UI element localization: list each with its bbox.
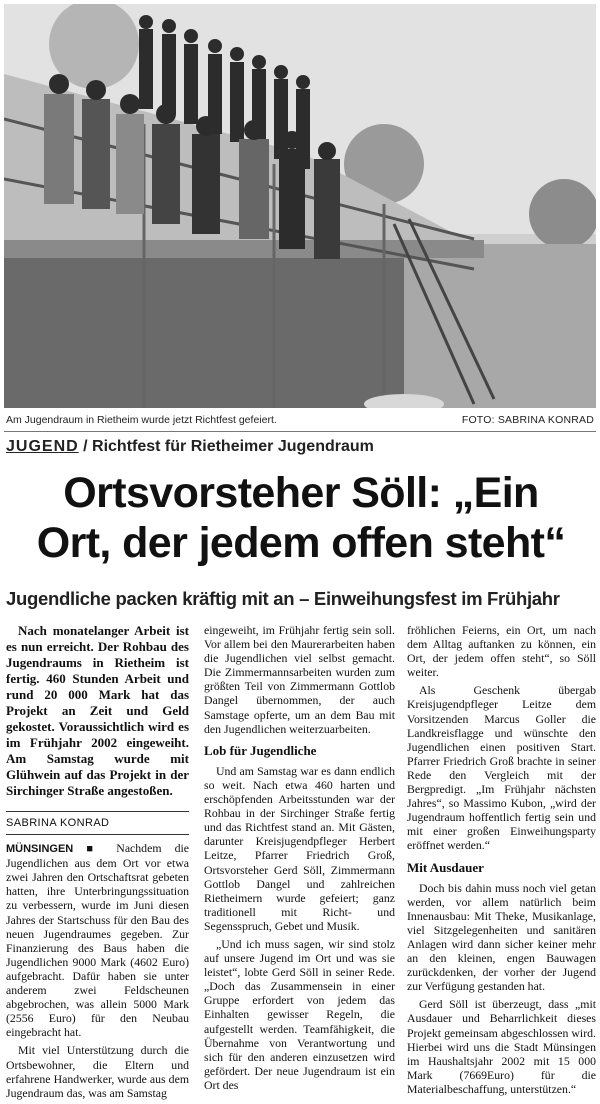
subheadline: Jugendliche packen kräftig mit an – Einweihungsfest im Frühjahr (6, 588, 560, 609)
kicker (6, 438, 374, 456)
headline-line-2: Ort, der jedem offen steht“ (36, 519, 566, 567)
body-paragraph: Und am Samstag war es dann endlich so weit. Nach etwa 460 harten und erschöpfenden Arbeitsstunden war der Rohbau in der Sirchinger Straße fertig und das Richtfest stand an. Mit Gästen, darunter Kreisjugendpfleger Herbert Leitze, Pfarrer Friedrich Groß, Ortsvorsteher Gerd Söll, Zimmermann Gottlob Dangel und zahlreichen Rietheimern wurde gefeiert; ganz traditionell mit Richt- und Segensspruch, Gebet und Musik. (204, 763, 395, 933)
kicker-separator: / (78, 438, 93, 455)
author-byline: SABRINA KONRAD (6, 811, 189, 830)
section-heading: Mit Ausdauer (407, 859, 484, 875)
caption-text: Am Jugendraum in Rietheim wurde jetzt Richtfest gefeiert. (6, 414, 277, 426)
article-photo (4, 4, 596, 408)
body-text: Nachdem die Jugendlichen aus dem Ort vor etwa zwei Jahren den Ortschaftsrat gebeten hatten, ihre Unterbringungssituation zu verbessern, wurde im Juni diesen Jahres der Startschuss für den Bau des neuen Jugendraumes gegeben. Zur Finanzierung des Baus haben die Jugendlichen 9000 Mark (4602 Euro) aufgebracht. Dafür haben sie unter anderem zwei Feldscheunen abgebrochen, was allein 5000 Mark (2556 Euro) für den Neubau eingebracht hat. (6, 841, 189, 1040)
section-heading: Lob für Jugendliche (204, 742, 317, 758)
column-2 (204, 623, 395, 1096)
dateline: MÜNSINGEN ■ (6, 843, 104, 856)
kicker-tag: JUGEND (6, 438, 79, 455)
headline (6, 468, 596, 568)
body-paragraph: Als Geschenk übergab Kreisjugendpfleger Leitze dem Vorsitzenden Marcus Goller die Landkreisflagge und wünschte den Jugendlichen einen positiven Start. Pfarrer Friedrich Groß brachte in seiner Rede den Vergleich mit der Bergpredigt. „Im Frühjahr nächsten Jahres“, so Massimo Kubon, „wird der Jugendraum hoffentlich fertig sein und mit einer großen Einweihungsparty eröffnet werden.“ (407, 683, 596, 853)
column-3 (407, 623, 596, 1100)
divider (4, 431, 596, 432)
photo-credit: FOTO: SABRINA KONRAD (461, 414, 594, 426)
body-paragraph (6, 841, 189, 1039)
column-1 (6, 623, 189, 1104)
lead-paragraph: Nach monatelanger Arbeit ist es nun erreicht. Der Rohbau des Jugendraums in Rietheim ist fertig. 460 Stunden Arbeit und rund 20 000 Mark hat das Projekt an Zeit und Geld gekostet. Voraussichtlich wird es im Frühjahr 2002 eingeweiht. Am Samstag wurde mit Glühwein auf das Projekt in der Sirchinger Straße angestoßen. (6, 623, 189, 798)
photo-caption (4, 412, 596, 428)
body-paragraph: „Und ich muss sagen, wir sind stolz auf unsere Jugend im Ort und was sie leistet“, lobte Gerd Söll in seiner Rede. „Doch das Zusammensein in einer Gruppe erfordert von jedem das Einhalten gewisser Regeln, die aufgestellt werden. Teamfähigkeit, die Übernahme von Verantwortung und sich für den anderen einzusetzen wird gefördert. Der neue Jugendraum ist ein Ort des (204, 936, 395, 1092)
body-paragraph: eingeweiht, im Frühjahr fertig sein soll. Vor allem bei den Maurerarbeiten haben die Jugendlichen viel selbst gemacht. Die Zimmermannsarbeiten wurden zum größten Teil von Zimmermann Gottlob Dangel übernommen, der auch Samstage opferte, um an dem Bau mit den Jugendlichen weiterzuarbeiten. (204, 623, 395, 736)
body-paragraph: Mit viel Unterstützung durch die Ortsbewohner, die Eltern und erfahrene Handwerker, wurde aus dem Jugendraum das, was am Samstag (6, 1043, 189, 1100)
kicker-topic: Richtfest für Rietheimer Jugendraum (92, 438, 374, 455)
body-paragraph: Gerd Söll ist überzeugt, dass „mit Ausdauer und Beharrlichkeit dieses Projekt gemeinsam abgeschlossen wird. Hierbei wird uns die Stadt Münsingen im Haushaltsjahr 2002 mit 15 000 Mark (7669Euro) für die Materialbeschaffung, unterstützen.“ (407, 997, 596, 1096)
divider (6, 834, 189, 835)
body-paragraph: Doch bis dahin muss noch viel getan werden, vor allem natürlich beim Innenausbau: Mit Theke, Musikanlage, viel Sitzgelegenheiten und sanitären Anlagen wird dann sicher keiner mehr an den kleinen, engen Bauwagen zurückdenken, der vorher der Jugend zur Verfügung gestanden hat. (407, 880, 596, 994)
headline-line-1: Ortsvorsteher Söll: „Ein (63, 469, 539, 517)
body-paragraph: fröhlichen Feierns, ein Ort, um nach dem Alltag auftanken zu können, ein Ort, der jedem offen steht“, so Söll weiter. (407, 623, 596, 680)
